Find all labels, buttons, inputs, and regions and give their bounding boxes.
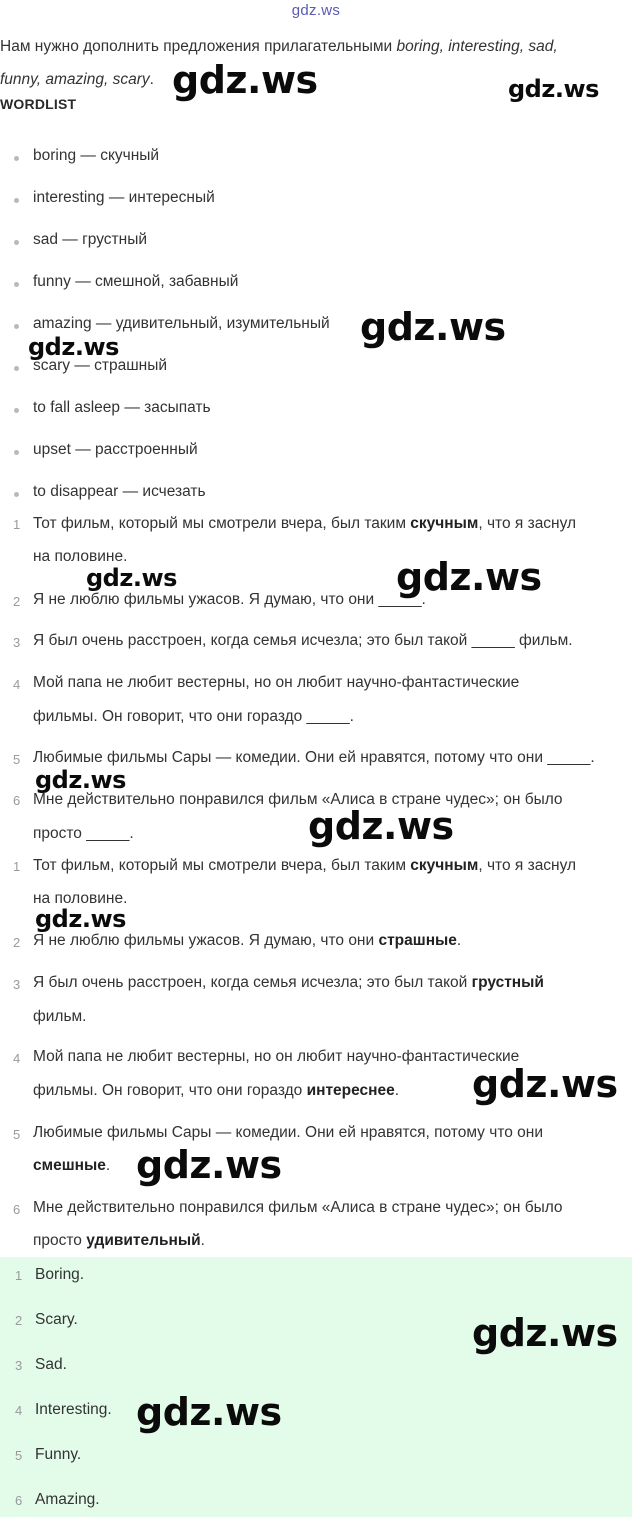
watermark: gdz.ws	[472, 1062, 618, 1106]
task-sentence-1-cont: на половине.	[33, 548, 128, 565]
item-number: 5	[13, 1127, 21, 1142]
watermark: gdz.ws	[136, 1390, 282, 1434]
answer-number: 4	[15, 1403, 23, 1418]
item-number: 6	[13, 793, 21, 808]
item-number: 4	[13, 1051, 21, 1066]
watermark: gdz.ws	[35, 905, 126, 933]
solution-sentence-5-cont: смешные.	[33, 1157, 111, 1174]
bullet-icon	[14, 198, 19, 203]
solution-sentence-4: Мой папа не любит вестерны, но он любит научно-фантастические	[33, 1048, 520, 1065]
watermark: gdz.ws	[308, 804, 454, 848]
bullet-icon	[14, 492, 19, 497]
bullet-icon	[14, 156, 19, 161]
watermark: gdz.ws	[508, 75, 599, 103]
answer-item: Funny.	[35, 1446, 82, 1463]
wordlist-item: to fall asleep — засыпать	[33, 399, 211, 416]
item-number: 2	[13, 594, 21, 609]
task-sentence-5: Любимые фильмы Сары — комедии. Они ей нравятся, потому что они _____.	[33, 749, 595, 766]
wordlist-item: scary — страшный	[33, 357, 168, 374]
wordlist-item: funny — смешной, забавный	[33, 273, 239, 290]
watermark: gdz.ws	[360, 305, 506, 349]
wordlist-item: boring — скучный	[33, 147, 160, 164]
item-number: 1	[13, 859, 21, 874]
watermark: gdz.ws	[396, 555, 542, 599]
item-number: 1	[13, 517, 21, 532]
bullet-icon	[14, 324, 19, 329]
answer-item: Amazing.	[35, 1491, 100, 1508]
solution-sentence-3: Я был очень расстроен, когда семья исчезла; это был такой грустный	[33, 974, 544, 991]
wordlist-item: sad — грустный	[33, 231, 147, 248]
wordlist-item: interesting — интересный	[33, 189, 215, 206]
task-sentence-4: Мой папа не любит вестерны, но он любит научно-фантастические	[33, 674, 520, 691]
watermark: gdz.ws	[172, 58, 318, 102]
bullet-icon	[14, 408, 19, 413]
item-number: 6	[13, 1202, 21, 1217]
watermark: gdz.ws	[35, 766, 126, 794]
answer-item: Sad.	[35, 1356, 67, 1373]
solution-sentence-4-cont: фильмы. Он говорит, что они гораздо интереснее.	[33, 1082, 400, 1099]
watermark: gdz.ws	[472, 1311, 618, 1355]
answer-number: 5	[15, 1448, 23, 1463]
item-number: 2	[13, 935, 21, 950]
wordlist-item: upset — расстроенный	[33, 441, 198, 458]
bullet-icon	[14, 240, 19, 245]
item-number: 3	[13, 635, 21, 650]
wordlist-item: to disappear — исчезать	[33, 483, 206, 500]
wordlist-title: WORDLIST	[0, 96, 77, 112]
answer-number: 1	[15, 1268, 23, 1283]
bullet-icon	[14, 282, 19, 287]
answer-number: 2	[15, 1313, 23, 1328]
solution-sentence-2: Я не люблю фильмы ужасов. Я думаю, что они страшные.	[33, 932, 462, 949]
task-sentence-6-cont: просто _____.	[33, 825, 134, 842]
task-sentence-4-cont: фильмы. Он говорит, что они гораздо _____.	[33, 708, 354, 725]
task-sentence-2: Я не люблю фильмы ужасов. Я думаю, что они _____.	[33, 591, 426, 608]
answer-number: 3	[15, 1358, 23, 1373]
watermark: gdz.ws	[28, 333, 119, 361]
site-mark: gdz.ws	[291, 2, 341, 19]
item-number: 4	[13, 677, 21, 692]
answer-item: Scary.	[35, 1311, 78, 1328]
answer-item: Interesting.	[35, 1401, 112, 1418]
answers-box	[0, 1257, 632, 1517]
answer-number: 6	[15, 1493, 23, 1508]
solution-sentence-6-cont: просто удивительный.	[33, 1232, 205, 1249]
task-sentence-6: Мне действительно понравился фильм «Алиса в стране чудес»; он было	[33, 791, 563, 808]
intro-text: Нам нужно дополнить предложения прилагательными boring, interesting, sad, funny, amazing, scary.	[0, 38, 558, 88]
answer-item: Boring.	[35, 1266, 85, 1283]
bullet-icon	[14, 450, 19, 455]
item-number: 3	[13, 977, 21, 992]
solution-sentence-1: Тот фильм, который мы смотрели вчера, был таким скучным, что я заснул	[33, 857, 577, 874]
task-sentence-1: Тот фильм, который мы смотрели вчера, был таким скучным, что я заснул	[33, 515, 577, 532]
solution-sentence-6: Мне действительно понравился фильм «Алиса в стране чудес»; он было	[33, 1199, 563, 1216]
task-sentence-3: Я был очень расстроен, когда семья исчезла; это был такой _____ фильм.	[33, 632, 573, 649]
watermark: gdz.ws	[86, 564, 177, 592]
watermark: gdz.ws	[136, 1143, 282, 1187]
solution-sentence-1-cont: на половине.	[33, 890, 128, 907]
item-number: 5	[13, 752, 21, 767]
solution-sentence-3-cont: фильм.	[33, 1008, 87, 1025]
wordlist-item: amazing — удивительный, изумительный	[33, 315, 330, 332]
solution-sentence-5: Любимые фильмы Сары — комедии. Они ей нравятся, потому что они	[33, 1124, 544, 1141]
bullet-icon	[14, 366, 19, 371]
